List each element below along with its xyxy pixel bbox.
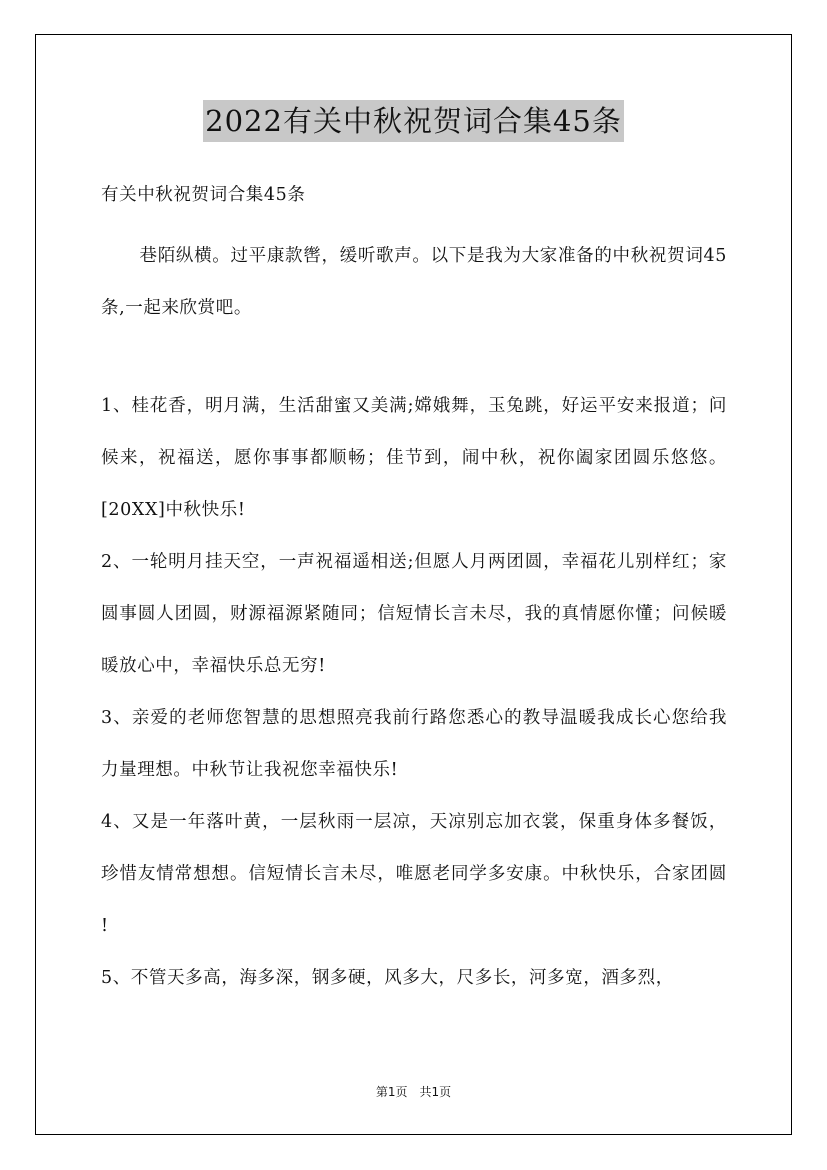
document-title: 2022有关中秋祝贺词合集45条 xyxy=(203,100,624,142)
page-footer xyxy=(0,1083,827,1100)
list-item: 1、桂花香，明月满，生活甜蜜又美满;嫦娥舞，玉兔跳，好运平安来报道；问候来，祝福送，愿你事事都顺畅；佳节到，闹中秋，祝你阖家团圆乐悠悠。[20XX]中秋快乐! xyxy=(101,396,727,520)
document-subtitle: 有关中秋祝贺词合集45条 xyxy=(101,185,306,205)
list-item: 5、不管天多高，海多深，钢多硬，风多大，尺多长，河多宽，酒多烈， xyxy=(101,968,674,988)
greetings-list xyxy=(101,380,727,1004)
list-item: 4、又是一年落叶黄，一层秋雨一层凉，天凉别忘加衣裳，保重身体多餐饭，珍惜友情常想想。信短情长言未尽，唯愿老同学多安康。中秋快乐，合家团圆 ! xyxy=(101,812,727,936)
list-item: 2、一轮明月挂天空，一声祝福遥相送;但愿人月两团圆，幸福花儿别样红；家圆事圆人团圆，财源福源紧随同；信短情长言未尽，我的真情愿你懂；问候暖暖放心中，幸福快乐总无穷! xyxy=(101,552,727,676)
list-item: 3、亲爱的老师您智慧的思想照亮我前行路您悉心的教导温暖我成长心您给我力量理想。中秋节让我祝您幸福快乐! xyxy=(101,708,727,780)
page-total: 共1页 xyxy=(419,1085,452,1099)
intro-paragraph: 巷陌纵横。过平康款辔，缓听歌声。以下是我为大家准备的中秋祝贺词45条,一起来欣赏吧。 xyxy=(101,246,727,318)
title-container xyxy=(0,100,827,142)
page-number: 第1页 xyxy=(375,1085,408,1099)
